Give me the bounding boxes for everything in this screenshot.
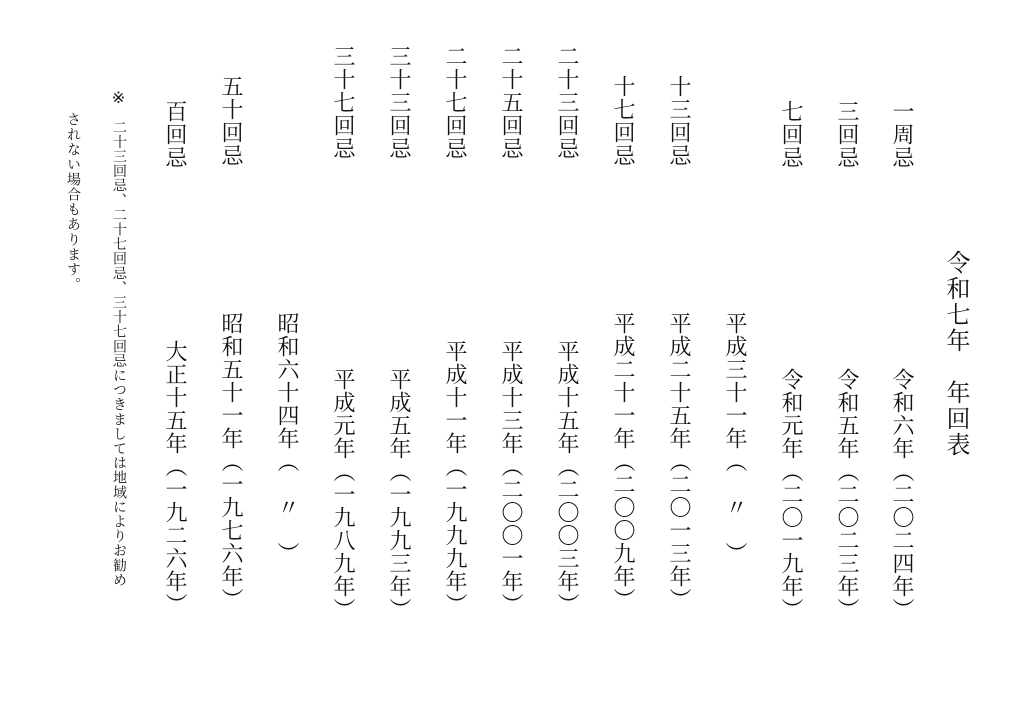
memorial-name: 百回忌: [162, 100, 187, 169]
memorial-name: 三十七回忌: [330, 45, 355, 160]
memorial-name: 二十五回忌: [498, 45, 523, 160]
memorial-year: 平成元年（一九八九年）: [330, 368, 355, 621]
memorial-name: 十七回忌: [610, 75, 635, 167]
memorial-year: 平成十三年（二〇〇一年）: [498, 340, 523, 616]
memorial-year: 平成二十五年（二〇一三年）: [666, 312, 691, 611]
memorial-name: 三回忌: [834, 100, 859, 169]
memorial-name: 五十回忌: [218, 75, 243, 167]
memorial-year: 平成三十一年（ 〃 ）: [722, 312, 747, 565]
memorial-year: 平成十一年（一九九九年）: [442, 340, 467, 616]
memorial-name: 二十三回忌: [554, 45, 579, 160]
note-mark: ※: [109, 88, 128, 107]
memorial-year: 令和六年（二〇二四年）: [889, 368, 914, 621]
memorial-year: 令和五年（二〇二三年）: [834, 368, 859, 621]
memorial-year: 平成二十一年（二〇〇九年）: [610, 312, 635, 611]
footnote-line-2: されない場合もあります。: [65, 112, 81, 292]
footnote-line-1: 二十三回忌、二十七回忌、三十七回忌につきましては地域によりお勧め: [111, 120, 127, 588]
memorial-year: 大正十五年（一九二六年）: [162, 340, 187, 616]
memorial-year: 平成五年（一九九三年）: [386, 368, 411, 621]
memorial-name: 七回忌: [778, 100, 803, 169]
memorial-year: 昭和六十四年（ 〃 ）: [274, 312, 299, 565]
memorial-year: 平成十五年（二〇〇三年）: [554, 340, 579, 616]
page-title: 令和七年 年回表: [942, 250, 970, 458]
memorial-name: 三十三回忌: [386, 45, 411, 160]
memorial-year: 昭和五十一年（一九七六年）: [218, 312, 243, 611]
memorial-name: 二十七回忌: [442, 45, 467, 160]
memorial-name: 十三回忌: [666, 75, 691, 167]
memorial-year: 令和元年（二〇一九年）: [778, 368, 803, 621]
memorial-name: 一周忌: [889, 100, 914, 169]
